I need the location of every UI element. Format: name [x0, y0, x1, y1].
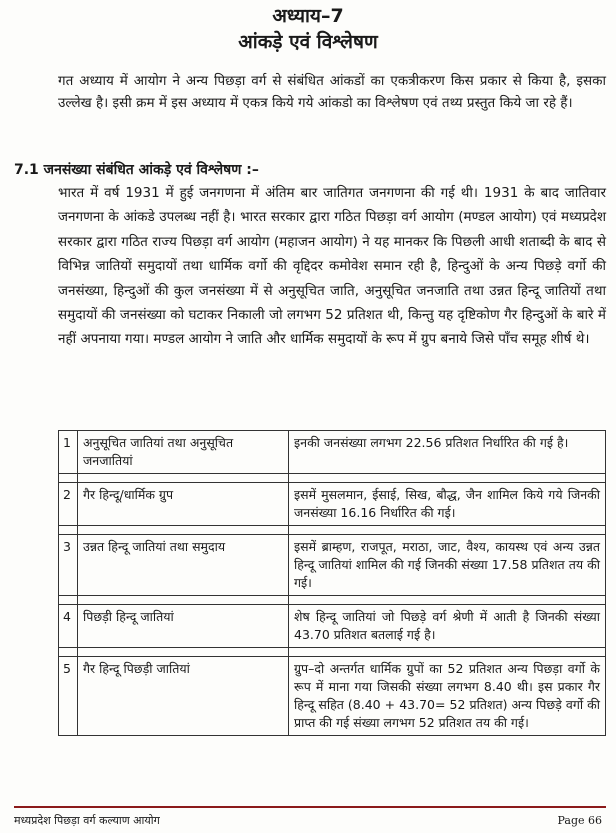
group-name: पिछड़ी हिन्दू जातियां — [78, 605, 289, 648]
section-heading: 7.1 जनसंख्या संबंधित आंकड़े एवं विश्लेषण :– — [14, 162, 259, 178]
table-spacer — [59, 596, 606, 605]
group-name: उन्नत हिन्दू जातियां तथा समुदाय — [78, 535, 289, 596]
groups-table — [58, 430, 606, 736]
row-number: 5 — [59, 657, 78, 736]
chapter-subtitle: आंकड़े एवं विश्लेषण — [238, 31, 378, 53]
intro-paragraph: गत अध्याय में आयोग ने अन्य पिछड़ा वर्ग से संबंधित आंकडों का एकत्रीकरण किस प्रकार से किया है, इसका उल्लेख है। इसी क्रम में इस अध्याय में एकत्र किये गये आंकडो का विश्लेषण एवं तथ्य प्रस्तुत किये जा रहे हैं। — [58, 73, 606, 111]
group-description: ग्रुप–दो अन्तर्गत धार्मिक ग्रुपों का 52 प्रतिशत अन्य पिछड़ा वर्गो के रूप में माना गया जिसकी संख्या लगभग 8.40 थी। इस प्रकार गैर हिन्दू सहित (8.40 + 43.70= 52 प्रतिशत) अन्य पिछड़े वर्गो की प्राप्त की गई संख्या लगभग 52 प्रतिशत तय की गई। — [289, 657, 606, 736]
group-name: गैर हिन्दू पिछड़ी जातियां — [78, 657, 289, 736]
group-description: इसमें ब्राम्हण, राजपूत, मराठा, जाट, वैश्य, कायस्थ एवं अन्य उन्नत हिन्दू जातियां शामिल की गई जिनकी संख्या 17.58 प्रतिशत तय की गई। — [289, 535, 606, 596]
table-row — [59, 483, 606, 526]
table-spacer — [59, 526, 606, 535]
table-row — [59, 431, 606, 474]
footer-organization: मध्यप्रदेश पिछड़ा वर्ग कल्याण आयोग — [14, 814, 160, 827]
table-row — [59, 657, 606, 736]
table-row — [59, 535, 606, 596]
row-number: 3 — [59, 535, 78, 596]
footer-rule — [14, 806, 606, 808]
table-row — [59, 605, 606, 648]
chapter-title: अध्याय–7 — [272, 5, 344, 27]
table-spacer — [59, 474, 606, 483]
page-number: Page 66 — [557, 814, 602, 827]
table-spacer — [59, 648, 606, 657]
group-name: अनुसूचित जातियां तथा अनुसूचित जनजातियां — [78, 431, 289, 474]
group-description: इसमें मुसलमान, ईसाई, सिख, बौद्ध, जैन शामिल किये गये जिनकी जनसंख्या 16.16 निर्धारित की गई। — [289, 483, 606, 526]
group-description: शेष हिन्दू जातियां जो पिछड़े वर्ग श्रेणी में आती है जिनकी संख्या 43.70 प्रतिशत बतलाई गई है। — [289, 605, 606, 648]
row-number: 1 — [59, 431, 78, 474]
group-description: इनकी जनसंख्या लगभग 22.56 प्रतिशत निर्धारित की गई है। — [289, 431, 606, 474]
section-paragraph: भारत में वर्ष 1931 में हुई जनगणना में अंतिम बार जातिगत जनगणना की गई थी। 1931 के बाद जातिवार जनगणना के आंकडे उपलब्ध नहीं है। भारत सरकार द्वारा गठित पिछड़ा वर्ग आयोग (मण्डल आयोग) एवं मध्यप्रदेश सरकार द्वारा गठित राज्य पिछड़ा वर्ग आयोग (महाजन आयोग) ने यह मानकर कि पिछली आधी शताब्दी के बाद से विभिन्न जातियों समुदायों तथा धार्मिक वर्गो की वृद्दिदर कमोवेश समान रही है, हिन्दुओं के अन्य पिछड़े वर्गो की जनसंख्या, हिन्दुओं की कुल जनसंख्या में से अनुसूचित जाति, अनुसूचित जनजाति तथा उन्नत हिन्दू जातियों तथा समुदायों की जनसंख्या को घटाकर निकाली जो लगभग 52 प्रतिशत थी, किन्तु यह दृष्टिकोण गैर हिन्दुओं के बारे में नहीं अपनाया गया। मण्डल आयोग ने जाति और धार्मिक समुदायों के रूप में ग्रुप बनाये जिसे पाँच समूह शीर्ष थे। — [58, 185, 606, 348]
group-name: गैर हिन्दू/धार्मिक ग्रुप — [78, 483, 289, 526]
row-number: 2 — [59, 483, 78, 526]
row-number: 4 — [59, 605, 78, 648]
